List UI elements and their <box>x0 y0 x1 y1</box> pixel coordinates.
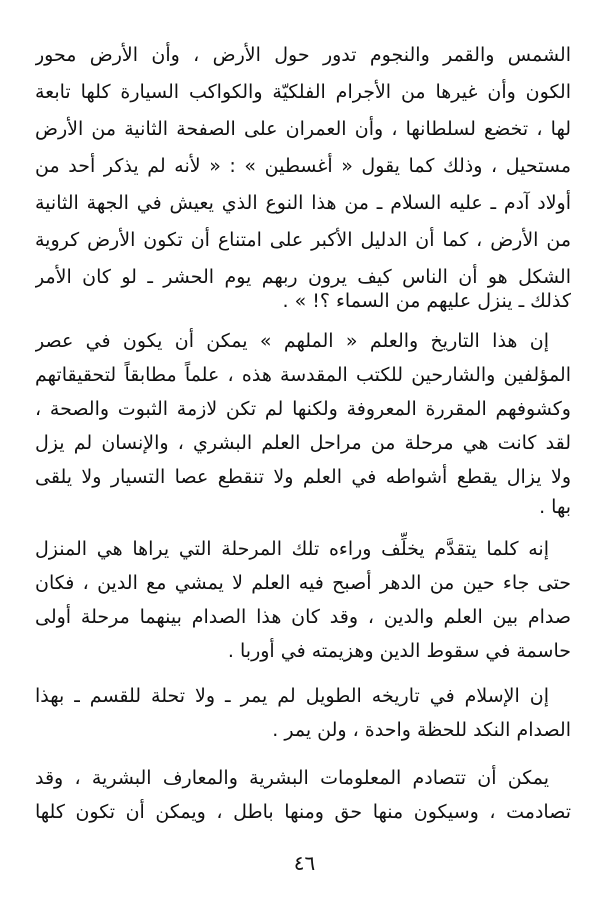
text-line: صدام بين العلم والدين ، وقد كان هذا الصدام بينهما مرحلة أولى <box>35 606 571 628</box>
text-line: من الأرض ، كما أن الدليل الأكبر على امتناع أن تكون الأرض كروية <box>35 229 571 251</box>
text-line: الشكل هو أن الناس كيف يرون ربهم يوم الحشر ـ لو كان الأمر <box>35 266 571 288</box>
text-line: إنه كلما يتقدَّم يخلِّف وراءه تلك المرحلة التي يراها هي المنزل <box>35 538 549 560</box>
text-line: لها ، تخضع لسلطانها ، وأن العمران على الصفحة الثانية من الأرض <box>35 118 571 140</box>
text-line: الصدام النكد للحظة واحدة ، ولن يمر . <box>272 719 571 741</box>
text-line: كذلك ـ ينزل عليهم من السماء ؟! » . <box>282 290 571 312</box>
text-line: أولاد آدم ـ عليه السلام ـ من هذا النوع الذي يعيش في الجهة الثانية <box>35 192 571 214</box>
text-line: الكون وأن غيرها من الأجرام الفلكيّة والكواكب السيارة كلها تابعة <box>35 81 571 103</box>
text-line: الشمس والقمر والنجوم تدور حول الأرض ، وأن الأرض محور <box>35 44 571 66</box>
text-line: يمكن أن تتصادم المعلومات البشرية والمعارف البشرية ، وقد <box>35 767 549 789</box>
text-line: مستحيل ، وذلك كما يقول « أغسطين » : « لأنه لم يذكر أحد من <box>35 155 571 177</box>
text-line: إن الإسلام في تاريخه الطويل لم يمر ـ ولا تحلة للقسم ـ بهذا <box>35 685 549 707</box>
text-line: لقد كانت هي مرحلة من مراحل العلم البشري ، والإنسان لم يزل <box>35 432 571 454</box>
text-line: تصادمت ، وسيكون منها حق ومنها باطل ، ويمكن أن تكون كلها <box>35 801 571 823</box>
text-line: المؤلفين والشارحين للكتب المقدسة هذه ، علماً مطابقاً لتحقيقاتهم <box>35 364 571 386</box>
text-line: حاسمة في سقوط الدين وهزيمته في أوربا . <box>227 640 571 662</box>
page-number: ٤٦ <box>293 851 316 875</box>
text-line: حتى جاء حين من الدهر أصبح فيه العلم لا يمشي مع الدين ، فكان <box>35 572 571 594</box>
text-line: إن هذا التاريخ والعلم « الملهم » يمكن أن يكون في عصر <box>35 330 549 352</box>
text-line: بها . <box>539 496 571 518</box>
text-line: ولا يزال يقطع أشواطه في العلم ولا تنقطع عصا التسيار ولا يلقى <box>35 466 571 488</box>
text-line: وكشوفهم المقررة المعروفة ولكنها لم تكن لازمة الثبوت والصحة ، <box>35 398 571 420</box>
